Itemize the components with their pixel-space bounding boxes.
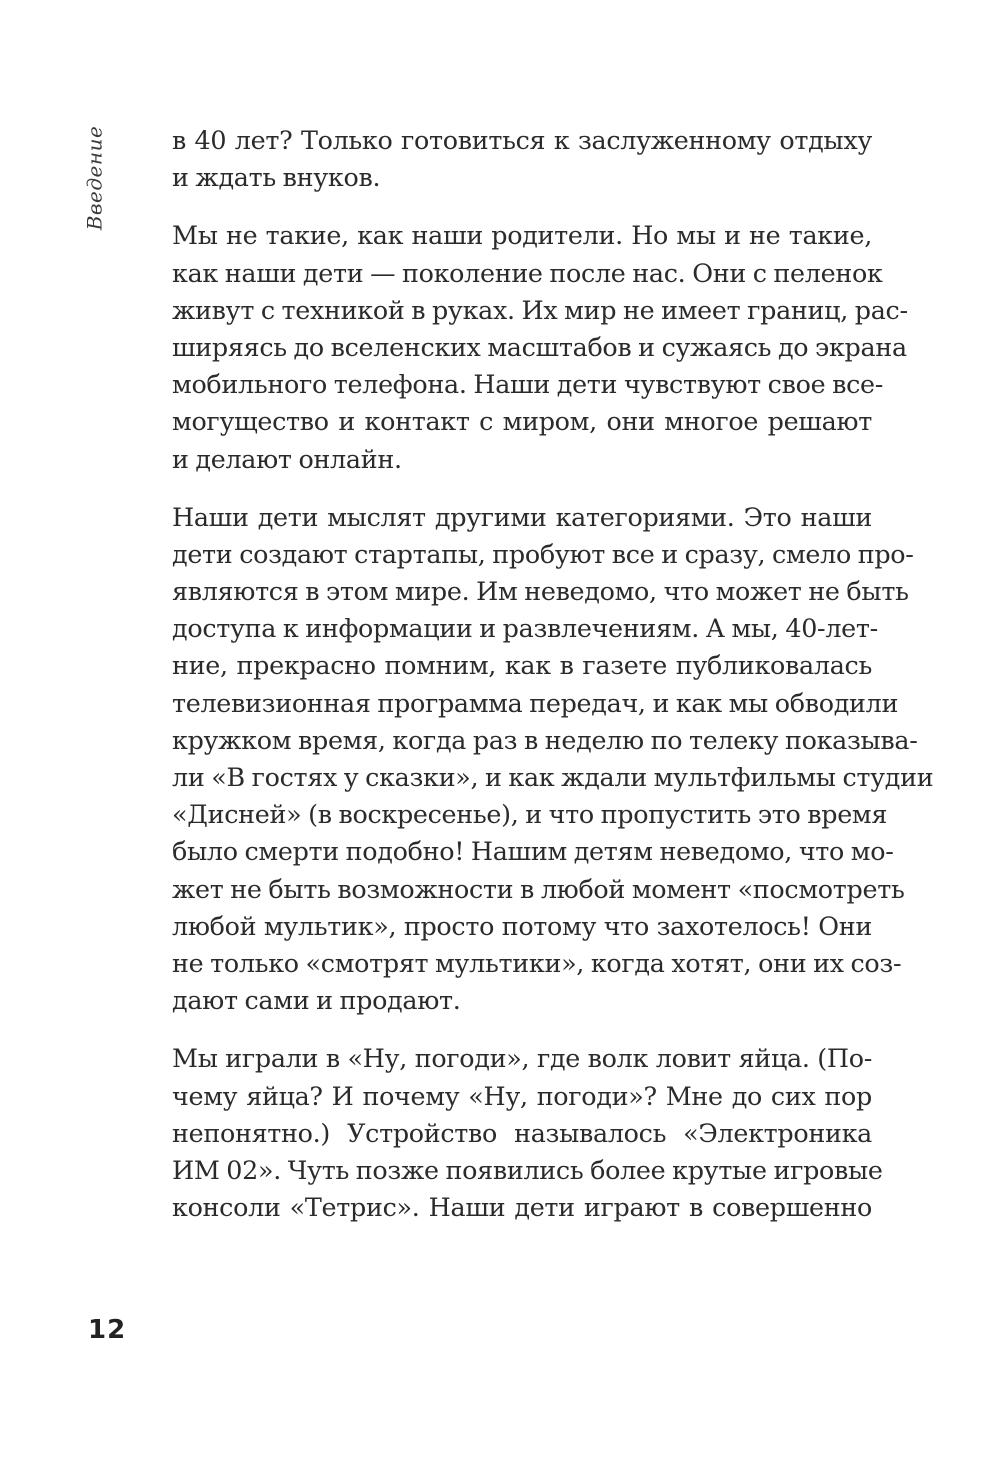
text-line: телевизионная программа передач, и как мы обводили xyxy=(172,687,899,718)
text-line: жет не быть возможности в любой момент «посмотреть xyxy=(172,873,905,904)
text-line: Наши дети мыслят другими категориями. Это наши xyxy=(172,501,872,532)
text-line: кружком время, когда раз в неделю по телеку показыва- xyxy=(172,724,918,755)
text-line: ширяясь до вселенских масштабов и сужаясь до экрана xyxy=(172,331,907,362)
paragraph-4 xyxy=(172,1040,883,1226)
page-number: 12 xyxy=(88,1315,127,1345)
running-head-text: Введение xyxy=(82,125,107,231)
text-line: являются в этом мире. Им неведомо, что может не быть xyxy=(172,576,909,607)
text-line: Мы играли в «Ну, погоди», где волк ловит яйца. (По- xyxy=(172,1043,872,1074)
text-line: могущество и контакт с миром, они многое решают xyxy=(172,406,872,437)
text-line: дают сами и продают. xyxy=(172,985,461,1016)
running-head xyxy=(80,125,108,231)
text-line: доступа к информации и развлечениям. А мы, 40-лет- xyxy=(172,613,878,644)
paragraph-1 xyxy=(172,122,872,196)
text-line: ИМ 02». Чуть позже появились более крутые игровые xyxy=(172,1154,883,1185)
body-text xyxy=(172,122,934,1247)
text-line: консоли «Тетрис». Наши дети играют в совершенно xyxy=(172,1192,872,1223)
text-line: ние, прекрасно помним, как в газете публиковалась xyxy=(172,650,872,681)
text-line: дети создают стартапы, пробуют все и сразу, смело про- xyxy=(172,538,914,569)
text-line: в 40 лет? Только готовиться к заслуженному отдыху xyxy=(172,125,872,155)
paragraph-2 xyxy=(172,217,908,477)
text-line: и делают онлайн. xyxy=(172,443,402,474)
text-line: непонятно.) Устройство называлось «Электроника xyxy=(172,1117,872,1148)
paragraph-3 xyxy=(172,499,934,1020)
text-line: «Дисней» (в воскресенье), и что пропустить это время xyxy=(172,799,888,830)
text-line: как наши дети — поколение после нас. Они с пеленок xyxy=(172,257,883,288)
text-line: ли «В гостях у сказки», и как ждали мультфильмы студии xyxy=(172,762,934,792)
text-line: не только «смотрят мультики», когда хотят, они их соз- xyxy=(172,947,902,978)
text-line: чему яйца? И почему «Ну, погоди»? Мне до сих пор xyxy=(172,1080,872,1111)
text-line: мобильного телефона. Наши дети чувствуют свое все- xyxy=(172,369,884,400)
text-line: Мы не такие, как наши родители. Но мы и не такие, xyxy=(172,220,872,251)
text-line: было смерти подобно! Нашим детям неведомо, что мо- xyxy=(172,836,894,867)
text-line: и ждать внуков. xyxy=(172,162,381,193)
text-line: любой мультик», просто потому что захотелось! Они xyxy=(172,910,872,941)
text-line: живут с техникой в руках. Их мир не имеет границ, рас- xyxy=(172,294,908,325)
